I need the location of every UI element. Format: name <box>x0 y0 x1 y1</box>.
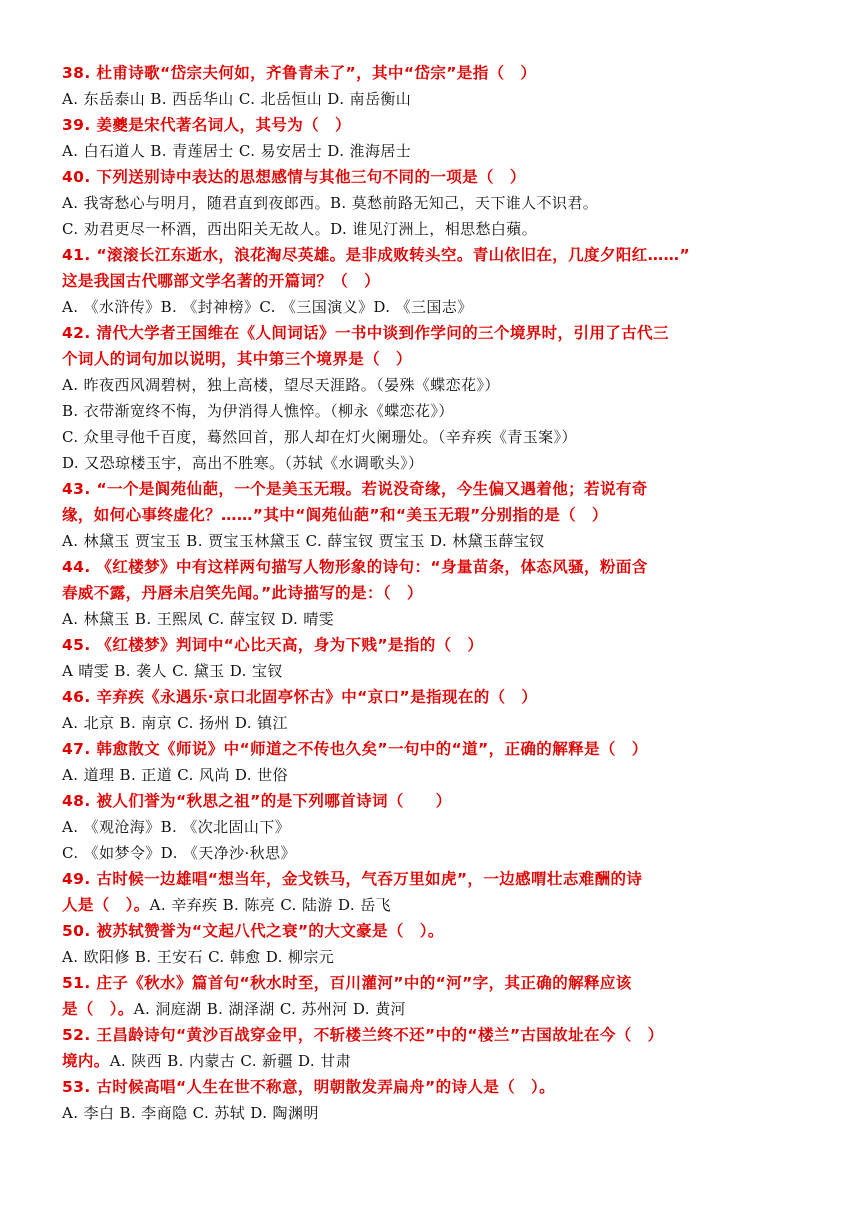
question-line: 45. 《红楼梦》判词中“心比天高，身为下贱”是指的（ ） <box>62 636 484 654</box>
question-line: 47. 韩愈散文《师说》中“师道之不传也久矣”一句中的“道”，正确的解释是（ ） <box>62 740 648 758</box>
answer-options-line: A. 白石道人 B. 青莲居士 C. 易安居士 D. 淮海居士 <box>62 142 412 160</box>
answer-options-line: C. 劝君更尽一杯酒，西出阳关无故人。D. 谁见汀洲上，相思愁白蘋。 <box>62 220 538 238</box>
answer-options-line: A. 《观沧海》B. 《次北固山下》 <box>62 818 291 836</box>
answer-options-line: A 晴雯 B. 袭人 C. 黛玉 D. 宝钗 <box>62 662 283 680</box>
question-text: 是（ ）。 <box>62 1000 134 1018</box>
answer-options-line: A. 北京 B. 南京 C. 扬州 D. 镇江 <box>62 714 288 732</box>
question-line: 50. 被苏轼赞誉为“文起八代之衰”的大文豪是（ ）。 <box>62 922 444 940</box>
answer-options-line: A. 道理 B. 正道 C. 风尚 D. 世俗 <box>62 766 288 784</box>
question-line: 缘，如何心事终虚化？……”其中“阆苑仙葩”和“美玉无瑕”分别指的是（ ） <box>62 506 608 524</box>
answer-options-line: A. 林黛玉 贾宝玉 B. 贾宝玉林黛玉 C. 薛宝钗 贾宝玉 D. 林黛玉薛宝钗 <box>62 532 545 550</box>
answer-options-line: A. 李白 B. 李商隐 C. 苏轼 D. 陶渊明 <box>62 1104 319 1122</box>
answer-options-line: C. 《如梦令》D. 《天净沙·秋思》 <box>62 844 296 862</box>
answer-options-line: A. 欧阳修 B. 王安石 C. 韩愈 D. 柳宗元 <box>62 948 335 966</box>
question-line: 46. 辛弃疾《永遇乐·京口北固亭怀古》中“京口”是指现在的（ ） <box>62 688 538 706</box>
question-line: 48. 被人们誉为“秋思之祖”的是下列哪首诗词（ ） <box>62 792 452 810</box>
question-line: 38. 杜甫诗歌“岱宗夫何如，齐鲁青未了”，其中“岱宗”是指（ ） <box>62 64 537 82</box>
answer-options: A. 辛弃疾 B. 陈亮 C. 陆游 D. 岳飞 <box>149 896 391 914</box>
question-line: 49. 古时候一边雄唱“想当年，金戈铁马，气吞万里如虎”，一边感喟壮志难酬的诗 <box>62 870 643 888</box>
question-line: 43. “一个是阆苑仙葩，一个是美玉无瑕。若说没奇缘，今生偏又遇着他；若说有奇 <box>62 480 648 498</box>
question-line: 春威不露，丹唇未启笑先闻。”此诗描写的是：（ ） <box>62 584 423 602</box>
question-line: 个词人的词句加以说明，其中第三个境界是（ ） <box>62 350 412 368</box>
question-line: 这是我国古代哪部文学名著的开篇词？（ ） <box>62 272 381 290</box>
answer-options-line: A. 东岳泰山 B. 西岳华山 C. 北岳恒山 D. 南岳衡山 <box>62 90 412 108</box>
question-line: 53. 古时候高唱“人生在世不称意，明朝散发弄扁舟”的诗人是（ ）。 <box>62 1078 556 1096</box>
answer-options-line: D. 又恐琼楼玉宇，高出不胜寒。（苏轼《水调歌头》） <box>62 454 424 472</box>
answer-options-line: A. 《水浒传》B. 《封神榜》C. 《三国演义》D. 《三国志》 <box>62 298 473 316</box>
question-text: 人是（ ）。 <box>62 896 150 914</box>
question-line: 51. 庄子《秋水》篇首句“秋水时至，百川灌河”中的“河”字，其正确的解释应该 <box>62 974 632 992</box>
answer-options: A. 洞庭湖 B. 湖泽湖 C. 苏州河 D. 黄河 <box>133 1000 406 1018</box>
question-continuation-line <box>62 892 802 918</box>
question-continuation-line <box>62 1048 802 1074</box>
answer-options-line: A. 我寄愁心与明月，随君直到夜郎西。B. 莫愁前路无知己，天下谁人不识君。 <box>62 194 599 212</box>
question-line: 39. 姜夔是宋代著名词人，其号为（ ） <box>62 116 351 134</box>
question-line: 44. 《红楼梦》中有这样两句描写人物形象的诗句：“身量苗条，体态风骚，粉面含 <box>62 558 648 576</box>
document-body <box>62 60 802 1126</box>
answer-options-line: C. 众里寻他千百度，蓦然回首，那人却在灯火阑珊处。（辛弃疾《青玉案》） <box>62 428 577 446</box>
question-line: 42. 清代大学者王国维在《人间词话》一书中谈到作学问的三个境界时，引用了古代三 <box>62 324 669 342</box>
answer-options: A. 陕西 B. 内蒙古 C. 新疆 D. 甘肃 <box>109 1052 352 1070</box>
question-line: 52. 王昌龄诗句“黄沙百战穿金甲，不斩楼兰终不还”中的“楼兰”古国故址在今（ ） <box>62 1026 664 1044</box>
question-continuation-line <box>62 996 802 1022</box>
answer-options-line: A. 林黛玉 B. 王熙凤 C. 薛宝钗 D. 晴雯 <box>62 610 335 628</box>
answer-options-line: A. 昨夜西风凋碧树，独上高楼，望尽天涯路。（晏殊《蝶恋花》） <box>62 376 500 394</box>
answer-options-line: B. 衣带渐宽终不悔，为伊消得人憔悴。（柳永《蝶恋花》） <box>62 402 454 420</box>
question-text: 境内。 <box>62 1052 110 1070</box>
question-line: 41. “滚滚长江东逝水，浪花淘尽英雄。是非成败转头空。青山依旧在，几度夕阳红……” <box>62 246 691 264</box>
question-line: 40. 下列送别诗中表达的思想感情与其他三句不同的一项是（ ） <box>62 168 526 186</box>
